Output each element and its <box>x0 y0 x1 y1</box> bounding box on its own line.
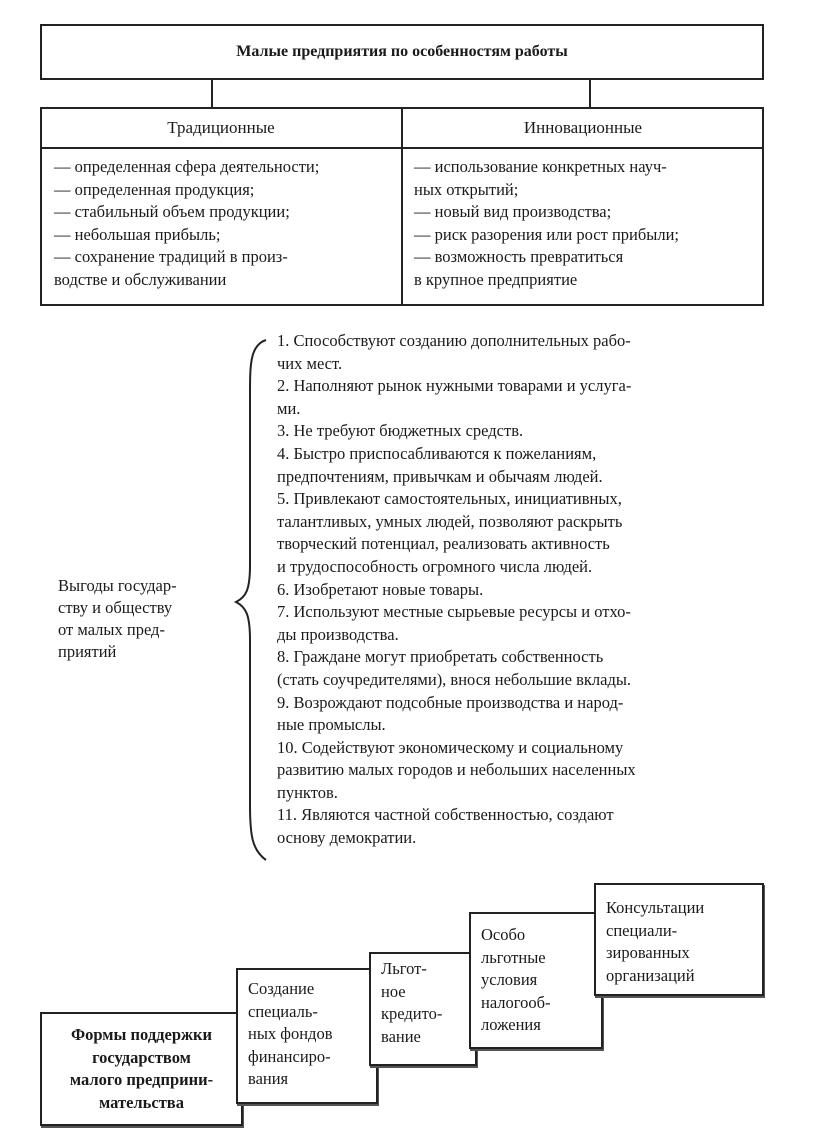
label-line: ству и обществу <box>58 598 173 617</box>
benefit-line: и трудоспособность огромного числа людей. <box>277 556 593 576</box>
title-line: Формы поддержки <box>70 1025 213 1044</box>
label-line: Выгоды государ- <box>58 576 177 595</box>
header-innovative: Инновационные <box>523 118 643 137</box>
benefit-line: 10. Содействуют экономическому и социальному <box>277 737 624 757</box>
support-step-funds <box>236 968 378 1104</box>
benefit-line: ные промыслы. <box>277 715 386 735</box>
title-line: малого предприни- <box>69 1070 214 1089</box>
feature: — стабильный объем продукции; <box>54 202 290 221</box>
label-line: от малых пред- <box>58 620 165 639</box>
step-line: ных фондов <box>248 1024 333 1043</box>
connector-left <box>211 79 213 108</box>
benefit-line: основу демократии. <box>277 828 417 848</box>
support-step-consulting <box>594 883 764 996</box>
feature: — возможность превратиться <box>414 247 624 266</box>
feature: — риск разорения или рост прибыли; <box>414 224 679 244</box>
benefit-line: ды производства. <box>277 624 399 644</box>
step-line: условия <box>481 970 538 989</box>
benefit-line: 3. Не требуют бюджетных средств. <box>277 421 524 441</box>
benefits-list <box>277 330 636 850</box>
benefit-line: (стать соучредителями), внося небольшие вклады. <box>277 669 632 689</box>
step-line: финансиро- <box>248 1046 331 1066</box>
step-line: специаль- <box>248 1001 318 1021</box>
diagram-title: Малые предприятия по особенностям работы <box>236 42 568 60</box>
benefit-line: 9. Возрождают подсобные производства и народ- <box>277 692 624 712</box>
step-line: организаций <box>606 965 695 985</box>
step-line: вания <box>248 1069 289 1088</box>
feature: — определенная сфера деятельности; <box>54 157 320 176</box>
benefit-line: 8. Граждане могут приобретать собственность <box>277 647 604 667</box>
feature: в крупное предприятие <box>414 269 578 289</box>
feature: ных открытий; <box>414 179 519 199</box>
step-line: зированных <box>606 943 690 962</box>
step-line: ное <box>381 981 406 1001</box>
benefit-line: 1. Способствуют созданию дополнительных рабо- <box>277 331 631 350</box>
support-step-credit <box>369 952 477 1066</box>
step-line: Консультации <box>606 898 705 917</box>
step-line: ложения <box>481 1015 541 1034</box>
benefit-line: пунктов. <box>277 782 338 802</box>
traditional-features <box>54 156 319 291</box>
benefit-line: 5. Привлекают самостоятельных, инициативных, <box>277 489 622 509</box>
step-line: Льгот- <box>381 959 427 978</box>
feature: — новый вид производства; <box>414 202 612 221</box>
feature: — определенная продукция; <box>54 179 255 199</box>
benefits-label <box>58 575 177 663</box>
feature: водстве и обслуживании <box>54 269 227 289</box>
step-line: Создание <box>248 979 315 998</box>
curly-brace-icon <box>228 335 272 865</box>
benefit-line: 7. Используют местные сырьевые ресурсы и отхо- <box>277 602 631 622</box>
step-line: специали- <box>606 920 678 940</box>
step-line: вание <box>381 1026 421 1046</box>
connector-right <box>589 79 591 108</box>
step-line: льготные <box>481 947 546 967</box>
benefit-line: творческий потенциал, реализовать активность <box>277 534 610 554</box>
step-line: Особо <box>481 925 526 944</box>
support-step-tax <box>469 912 603 1049</box>
benefit-line: предпочтениям, привычкам и обычаям людей. <box>277 466 603 486</box>
feature: — сохранение традиций в произ- <box>54 247 288 266</box>
feature: — небольшая прибыль; <box>54 224 221 244</box>
step-line: кредито- <box>381 1004 443 1023</box>
benefit-line: чих мест. <box>277 353 343 373</box>
support-title-box <box>40 1012 243 1126</box>
header-traditional: Традиционные <box>167 118 275 137</box>
benefit-line: 11. Являются частной собственностью, создают <box>277 805 614 825</box>
title-line: государством <box>92 1047 191 1067</box>
feature: — использование конкретных науч- <box>414 157 667 176</box>
benefit-line: ми. <box>277 398 301 418</box>
innovative-features <box>414 156 679 291</box>
benefit-line: развитию малых городов и небольших населенных <box>277 760 636 780</box>
benefit-line: 2. Наполняют рынок нужными товарами и услуга- <box>277 376 632 396</box>
benefit-line: талантливых, умных людей, позволяют раскрыть <box>277 511 623 531</box>
benefit-line: 6. Изобретают новые товары. <box>277 579 484 599</box>
title-line: мательства <box>99 1092 184 1112</box>
benefit-line: 4. Быстро приспосабливаются к пожеланиям, <box>277 443 597 463</box>
label-line: приятий <box>58 642 117 661</box>
step-line: налогооб- <box>481 992 551 1012</box>
